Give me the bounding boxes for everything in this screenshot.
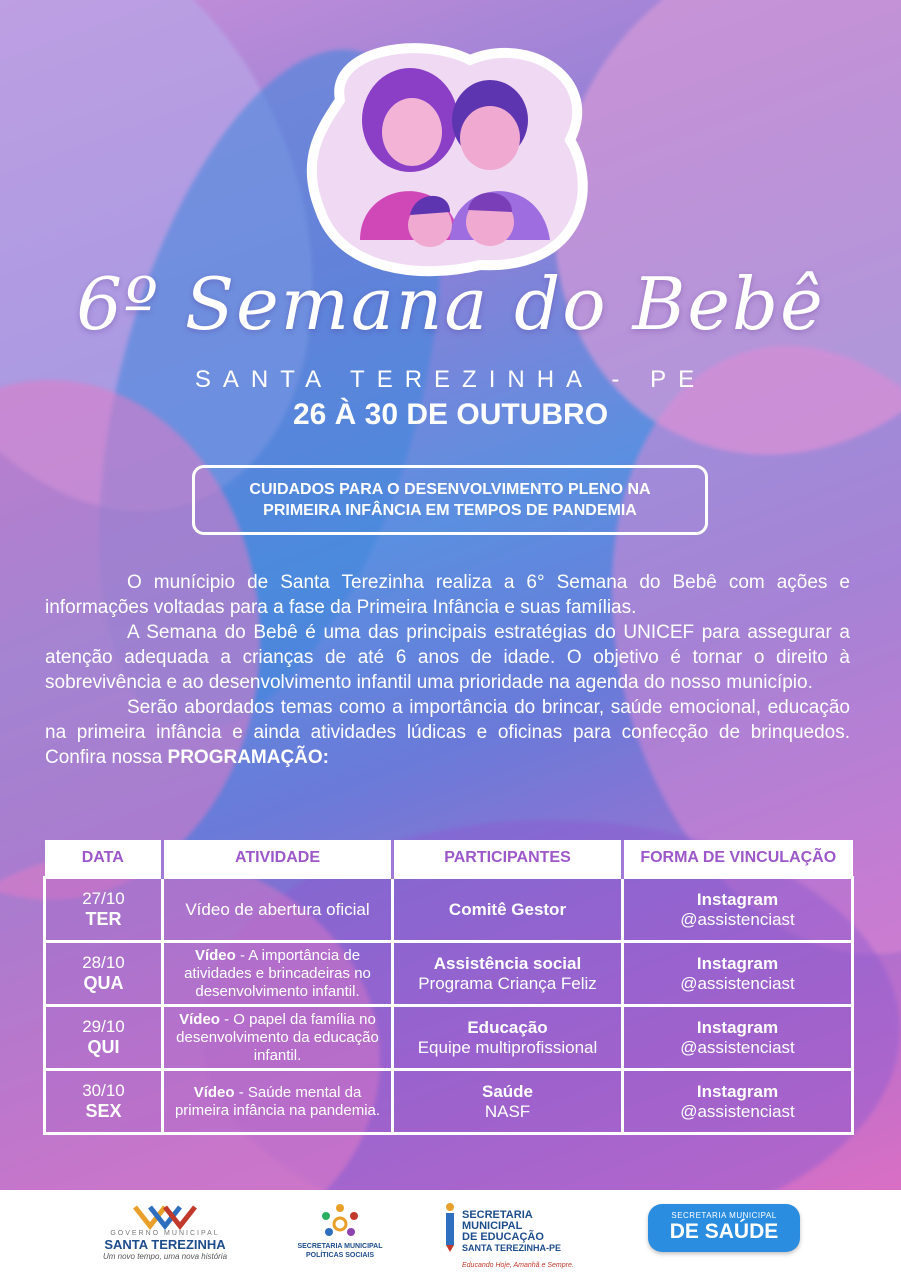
theme-box — [192, 465, 708, 535]
participant-detail: NASF — [484, 1101, 531, 1121]
participant-group: Saúde — [481, 1081, 534, 1101]
activity-cell — [163, 878, 393, 942]
participant-cell — [393, 1006, 623, 1070]
header-atividade: ATIVIDADE — [163, 840, 393, 878]
activity-type: Vídeo — [179, 1010, 220, 1028]
participant-cell — [393, 942, 623, 1006]
governo-municipal-logo — [95, 1202, 235, 1261]
educacao-text — [462, 1210, 561, 1254]
educacao-line-2: MUNICIPAL — [462, 1220, 523, 1232]
platform-name: Instagram — [696, 953, 779, 973]
event-dates: 26 À 30 DE OUTUBRO — [292, 398, 609, 431]
date: 27/10 — [82, 889, 125, 908]
intro-paragraph-3-text: Serão abordados temas como a importância do brincar, saúde emocional, educação na primeira infância e ainda atividades lúdicas e oficinas para confecção de brinquedos. Confira nossa — [45, 697, 850, 768]
platform-name: Instagram — [696, 1081, 779, 1101]
weekday: QUA — [83, 973, 124, 993]
link-cell — [623, 1070, 853, 1134]
table-row — [45, 878, 853, 942]
platform-name: Instagram — [696, 889, 779, 909]
footer-logos — [0, 1190, 901, 1280]
activity-cell — [163, 942, 393, 1006]
social-line-2: POLÍTICAS SOCIAIS — [305, 1252, 375, 1259]
header-data: DATA — [45, 840, 163, 878]
date-cell — [45, 1070, 163, 1134]
date: 28/10 — [82, 953, 125, 972]
intro-text — [45, 570, 850, 770]
participant-cell — [393, 1070, 623, 1134]
saude-logo — [648, 1204, 800, 1252]
participant-detail: Programa Criança Feliz — [418, 973, 597, 993]
table-header-row — [45, 840, 853, 878]
header-participantes: PARTICIPANTES — [393, 840, 623, 878]
pencil-figure-icon — [440, 1202, 462, 1262]
weekday: QUI — [87, 1037, 120, 1057]
instagram-handle[interactable]: @assistenciast — [680, 973, 795, 993]
activity-description: - Saúde mental da primeira infância na pandemia. — [174, 1083, 381, 1119]
date-cell — [45, 942, 163, 1006]
date: 29/10 — [82, 1017, 125, 1036]
governo-name: SANTA TEREZINHA — [104, 1237, 226, 1252]
educacao-logo — [440, 1202, 590, 1269]
link-cell — [623, 878, 853, 942]
instagram-handle[interactable]: @assistenciast — [680, 1101, 795, 1121]
weekday: TER — [85, 909, 122, 929]
activity-cell — [163, 1006, 393, 1070]
activity-description: Vídeo de abertura oficial — [185, 899, 370, 919]
participant-cell — [393, 878, 623, 942]
header-forma-vinculacao: FORMA DE VINCULAÇÃO — [623, 840, 853, 878]
educacao-line-3: DE EDUCAÇÃO — [462, 1231, 544, 1243]
programacao-label: PROGRAMAÇÃO: — [167, 747, 330, 768]
weekday: SEX — [85, 1101, 122, 1121]
activity-type: Vídeo — [193, 1083, 235, 1101]
platform-name: Instagram — [696, 1017, 779, 1037]
intro-paragraph-3 — [45, 695, 850, 770]
governo-slogan: Um novo tempo, uma nova história — [102, 1252, 228, 1261]
participant-detail: Equipe multiprofissional — [417, 1037, 598, 1057]
social-line-1: SECRETARIA MUNICIPAL — [297, 1243, 383, 1250]
theme-text: CUIDADOS PARA O DESENVOLVIMENTO PLENO NA PRIMEIRA INFÂNCIA EM TEMPOS DE PANDEMIA — [249, 481, 651, 519]
educacao-tagline: Educando Hoje, Amanhã e Sempre. — [462, 1262, 574, 1269]
activity-cell — [163, 1070, 393, 1134]
event-location: SANTA TEREZINHA - PE — [194, 366, 707, 393]
activity-type: Vídeo — [194, 946, 236, 964]
event-title: 6º Semana do Bebê — [76, 262, 825, 346]
educacao-line-1: SECRETARIA — [462, 1209, 533, 1221]
saude-line-1: SECRETARIA MUNICIPAL — [671, 1211, 777, 1220]
table-row — [45, 1070, 853, 1134]
participant-group: Assistência social — [433, 953, 582, 973]
participant-group: Comitê Gestor — [448, 899, 567, 919]
date-cell — [45, 1006, 163, 1070]
governo-label: GOVERNO MUNICIPAL — [110, 1230, 220, 1237]
family-illustration — [300, 40, 600, 280]
link-cell — [623, 1006, 853, 1070]
educacao-line-4: SANTA TEREZINHA-PE — [462, 1243, 561, 1253]
schedule-table — [43, 840, 854, 1135]
politicas-sociais-logo — [285, 1202, 395, 1260]
educacao-row — [440, 1202, 590, 1262]
activity-description: - A importância de atividades e brincadeiras no desenvolvimento infantil. — [184, 946, 371, 1000]
instagram-handle[interactable]: @assistenciast — [680, 1037, 795, 1057]
intro-paragraph-2: A Semana do Bebê é uma das principais estratégias do UNICEF para assegurar a atenção adequada a crianças de até 6 anos de idade. O objetivo é tornar o direito à sobrevivência e ao desenvolvimento infantil uma prioridade na agenda do nosso município. — [45, 622, 850, 693]
intro-paragraph-1: O munícipio de Santa Terezinha realiza a 6° Semana do Bebê com ações e informações voltadas para a fase da Primeira Infância e suas famílias. — [45, 572, 850, 618]
link-cell — [623, 942, 853, 1006]
activity-description: - O papel da família no desenvolvimento da educação infantil. — [176, 1010, 379, 1064]
table-row — [45, 1006, 853, 1070]
table-row — [45, 942, 853, 1006]
saude-line-2: DE SAÚDE — [669, 1220, 779, 1243]
instagram-handle[interactable]: @assistenciast — [680, 909, 795, 929]
date: 30/10 — [82, 1081, 125, 1100]
people-circle-icon — [285, 1202, 395, 1242]
date-cell — [45, 878, 163, 942]
participant-group: Educação — [467, 1017, 548, 1037]
governo-emblem-icon — [95, 1202, 235, 1230]
